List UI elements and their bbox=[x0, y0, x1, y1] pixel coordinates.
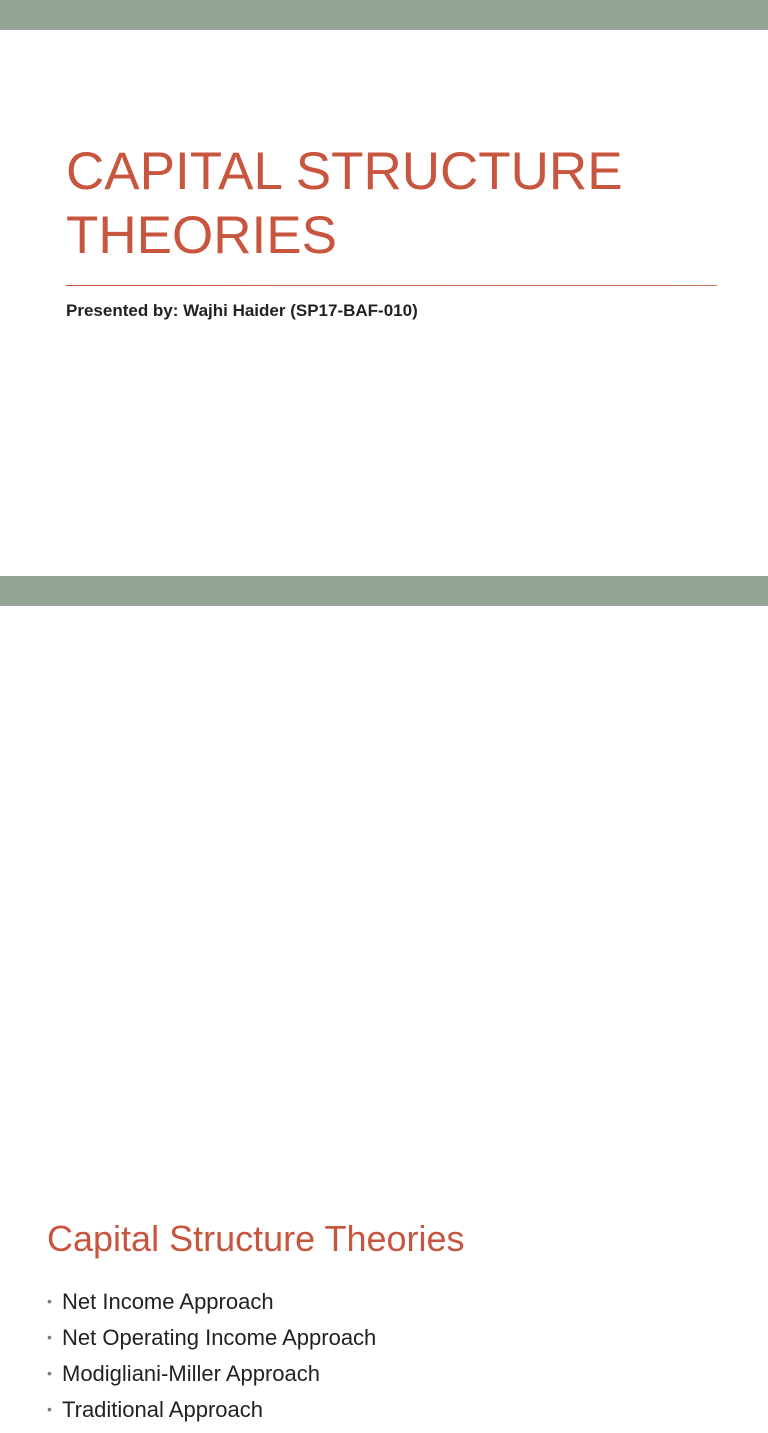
bullet-icon: • bbox=[47, 1401, 52, 1417]
title-slide bbox=[0, 0, 768, 576]
bullet-text: Net Operating Income Approach bbox=[62, 1325, 377, 1350]
bullet-list bbox=[47, 1289, 376, 1433]
content-slide bbox=[0, 576, 768, 1422]
slide-heading: Capital Structure Theories bbox=[47, 1218, 465, 1259]
bullet-item bbox=[47, 1361, 376, 1397]
bullet-text: Modigliani-Miller Approach bbox=[62, 1361, 321, 1386]
bullet-item bbox=[47, 1289, 376, 1325]
bullet-icon: • bbox=[47, 1329, 52, 1345]
bullet-icon: • bbox=[47, 1365, 52, 1381]
bullet-icon: • bbox=[47, 1293, 52, 1309]
bullet-text: Traditional Approach bbox=[62, 1397, 263, 1422]
presenter-subtitle: Presented by: Wajhi Haider (SP17-BAF-010) bbox=[66, 301, 418, 320]
bullet-text: Net Income Approach bbox=[62, 1289, 274, 1314]
bullet-item bbox=[47, 1325, 376, 1361]
slide-header-band bbox=[0, 0, 768, 30]
slide-header-band bbox=[0, 576, 768, 606]
bullet-item bbox=[47, 1397, 376, 1433]
slide-title: CAPITAL STRUCTURE THEORIES bbox=[66, 142, 623, 265]
title-underline bbox=[66, 285, 717, 286]
